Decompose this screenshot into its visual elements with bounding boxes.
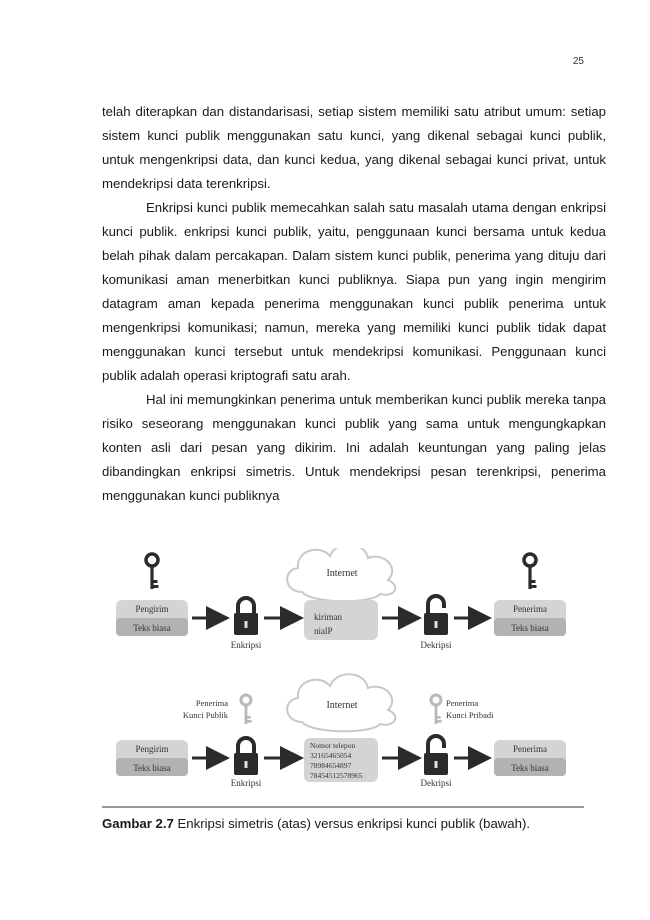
key-icon [146, 554, 159, 589]
sender-subtitle: Teks biasa [133, 623, 171, 633]
paragraph: telah diterapkan dan distandarisasi, setiap sistem memiliki satu atribut umum: setiap sistem kunci publik menggunakan satu kunci, yang dikenal sebagai kunci publik, untuk mengenkripsi data, dan kunci kedua, yang dikenal sebagai kunci privat, untuk mendekripsi data terenkripsi. [102, 104, 606, 191]
public-key-label: Penerima [195, 698, 228, 708]
encrypt-label: Enkripsi [230, 640, 262, 650]
receiver-title: Penerima [513, 604, 547, 614]
sender-title: Pengirim [135, 604, 169, 614]
encrypt-label: Enkripsi [230, 778, 262, 788]
figure-caption [102, 816, 530, 831]
page-number: 25 [572, 56, 584, 67]
receiver-subtitle: Teks biasa [511, 763, 549, 773]
cloud-label: Internet [326, 700, 358, 711]
sender-title: Pengirim [135, 744, 169, 754]
ciphertext-line: 32165465054 [310, 751, 352, 760]
private-key-icon [431, 695, 442, 724]
caption-text: Enkripsi simetris (atas) versus enkripsi kunci publik (bawah). [173, 816, 531, 831]
cloud-label: Internet [326, 568, 358, 579]
lock-icon [234, 598, 258, 635]
sender-box [116, 600, 188, 636]
unlock-icon [424, 736, 448, 775]
ciphertext-line: 78984654897 [310, 761, 352, 770]
receiver-box [494, 740, 566, 776]
encryption-figure [112, 548, 572, 798]
sender-subtitle: Teks biasa [133, 763, 171, 773]
ciphertext-box [304, 738, 378, 782]
paragraph: Enkripsi kunci publik memecahkan salah satu masalah utama dengan enkripsi kunci publik. enkripsi kunci publik, yaitu, penggunaan kunci bersama untuk kedua belah pihak dalam percakapan. Dalam sistem kunci publik, penerima yang dituju dari komunikasi aman menerbitkan kunci publiknya. Siapa pun yang ingin mengirim datagram aman kepada penerima menggunakan kunci publik penerima untuk mengenkripsi komunikasi; namun, mereka yang memiliki kunci publik tidak dapat menggunakan kunci tersebut untuk mendekripsi komunikasi. Penggunaan kunci publik adalah operasi kriptografi satu arah. [102, 200, 606, 383]
body-text [102, 100, 606, 508]
lock-icon [234, 738, 258, 775]
ciphertext-line: kiriman [314, 612, 342, 622]
public-key-icon [241, 695, 252, 724]
decrypt-label: Dekripsi [420, 778, 452, 788]
private-key-label: Kunci Pribadi [446, 710, 494, 720]
paragraph: Hal ini memungkinkan penerima untuk memberikan kunci publik mereka tanpa risiko seseorang menggunakan kunci publik yang sama untuk mengungkapkan konten asli dari pesan yang dikirim. Ini adalah keuntungan yang paling jelas dibandingkan enkripsi simetris. Untuk mendekripsi pesan terenkripsi, penerima menggunakan kunci publiknya [102, 392, 606, 503]
decrypt-label: Dekripsi [420, 640, 452, 650]
ciphertext-line: 78454512578965 [310, 771, 363, 780]
caption-divider [102, 806, 584, 808]
ciphertext-box [304, 600, 378, 640]
caption-label: Gambar 2.7 [102, 816, 174, 831]
sender-box [116, 740, 188, 776]
unlock-icon [424, 596, 448, 635]
private-key-label: Penerima [446, 698, 479, 708]
ciphertext-line: Nomor telepon [310, 741, 356, 750]
receiver-title: Penerima [513, 744, 547, 754]
key-icon [524, 554, 537, 589]
ciphertext-line: nialP [314, 626, 333, 636]
receiver-box [494, 600, 566, 636]
receiver-subtitle: Teks biasa [511, 623, 549, 633]
public-key-label: Kunci Publik [182, 710, 228, 720]
